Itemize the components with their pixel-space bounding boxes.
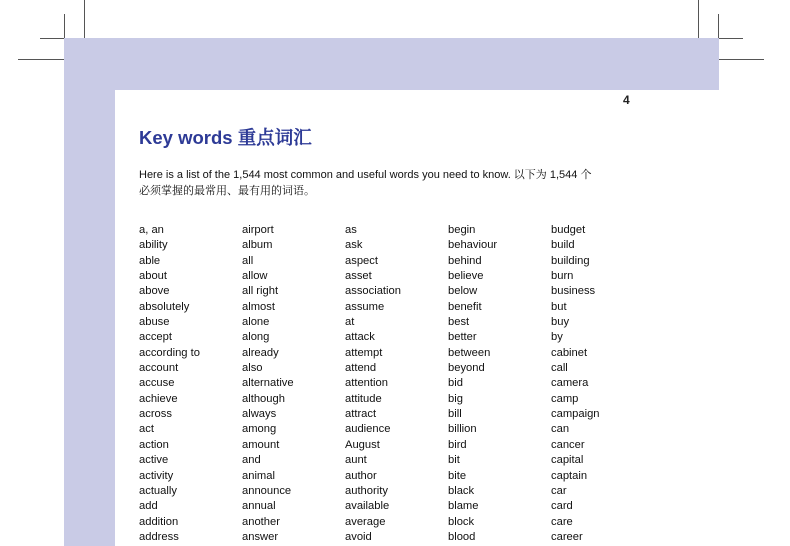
word-item: attempt xyxy=(345,346,383,359)
word-item: abuse xyxy=(139,316,170,329)
word-item: budget xyxy=(551,224,586,236)
crop-mark-top-right-short-vertical xyxy=(718,14,719,38)
word-item: active xyxy=(139,454,169,467)
word-item: all right xyxy=(242,285,279,298)
intro-paragraph xyxy=(139,167,639,199)
word-item: billion xyxy=(448,423,477,436)
word-item: along xyxy=(242,331,270,344)
word-item: better xyxy=(448,331,477,344)
word-item: capital xyxy=(551,454,584,467)
word-item: believe xyxy=(448,270,484,283)
document-page xyxy=(115,90,790,546)
word-item: ask xyxy=(345,239,363,252)
word-item: best xyxy=(448,316,470,329)
word-item: airport xyxy=(242,224,274,236)
word-item: building xyxy=(551,254,590,267)
page-title: Key words 重点词汇 xyxy=(139,127,312,148)
word-item: all xyxy=(242,254,254,267)
word-item: absolutely xyxy=(139,300,190,313)
word-item: address xyxy=(139,530,179,543)
word-column-3 xyxy=(345,223,401,545)
word-column-2 xyxy=(242,223,294,545)
word-item: already xyxy=(242,346,279,359)
crop-mark-top-left-short xyxy=(40,38,64,39)
word-item: association xyxy=(345,285,401,298)
page-number: 4 xyxy=(623,93,630,107)
word-item: assume xyxy=(345,300,385,313)
word-item: behaviour xyxy=(448,239,498,252)
word-item: black xyxy=(448,484,475,497)
word-item: across xyxy=(139,408,172,421)
word-item: alone xyxy=(242,316,270,329)
word-item: beyond xyxy=(448,362,485,375)
word-item: bird xyxy=(448,438,467,451)
word-item: alternative xyxy=(242,377,294,390)
word-item: bit xyxy=(448,454,460,467)
word-item: according to xyxy=(139,346,200,359)
word-item: business xyxy=(551,285,596,298)
word-item: accept xyxy=(139,331,172,344)
word-column-4 xyxy=(448,223,497,545)
word-item: addition xyxy=(139,515,179,528)
word-item: burn xyxy=(551,270,574,283)
word-item: activity xyxy=(139,469,174,482)
word-item: ability xyxy=(139,239,168,252)
word-item: can xyxy=(551,423,570,436)
word-item: audience xyxy=(345,423,391,436)
word-item: aunt xyxy=(345,454,367,467)
word-item: cabinet xyxy=(551,346,588,359)
word-item: attract xyxy=(345,408,377,421)
word-item: author xyxy=(345,469,377,482)
word-item: a, an xyxy=(139,224,164,236)
word-item: build xyxy=(551,239,575,252)
word-item: benefit xyxy=(448,300,482,313)
word-item: account xyxy=(139,362,179,375)
word-item: another xyxy=(242,515,280,528)
word-item: begin xyxy=(448,224,476,236)
word-item: among xyxy=(242,423,277,436)
word-item: care xyxy=(551,515,573,528)
word-item: accuse xyxy=(139,377,175,390)
word-item: attitude xyxy=(345,392,382,405)
word-item: blood xyxy=(448,530,476,543)
word-item: as xyxy=(345,224,357,236)
word-item: camera xyxy=(551,377,589,390)
word-item: between xyxy=(448,346,491,359)
word-item: animal xyxy=(242,469,275,482)
word-item: almost xyxy=(242,300,275,313)
word-item: by xyxy=(551,331,563,344)
word-item: action xyxy=(139,438,169,451)
word-item: card xyxy=(551,500,573,513)
word-item: but xyxy=(551,300,567,313)
crop-mark-top-right-short xyxy=(719,38,743,39)
word-column-1 xyxy=(139,223,200,545)
word-item: achieve xyxy=(139,392,178,405)
crop-mark-top-left-short-vertical xyxy=(64,14,65,38)
word-item: bid xyxy=(448,377,463,390)
word-item: attack xyxy=(345,331,375,344)
word-item: big xyxy=(448,392,463,405)
word-item: aspect xyxy=(345,254,378,267)
word-item: act xyxy=(139,423,154,436)
word-item: avoid xyxy=(345,530,372,543)
word-item: car xyxy=(551,484,567,497)
word-item: bill xyxy=(448,408,462,421)
word-item: allow xyxy=(242,270,268,283)
word-item: cancer xyxy=(551,438,585,451)
intro-line-2: 必须掌握的最常用、最有用的词语。 xyxy=(139,185,315,197)
word-item: buy xyxy=(551,316,570,329)
word-item: answer xyxy=(242,530,279,543)
word-column-5 xyxy=(551,223,600,545)
word-item: amount xyxy=(242,438,280,451)
word-item: always xyxy=(242,408,277,421)
word-item: bite xyxy=(448,469,467,482)
word-item: announce xyxy=(242,484,292,497)
word-item: about xyxy=(139,270,167,283)
word-item: above xyxy=(139,285,170,298)
word-item: below xyxy=(448,285,478,298)
intro-line-1: Here is a list of the 1,544 most common and useful words you need to know. 以下为 1,544 个 xyxy=(139,169,592,181)
word-item: behind xyxy=(448,254,482,267)
word-item: available xyxy=(345,500,390,513)
word-item: add xyxy=(139,500,158,513)
word-item: annual xyxy=(242,500,276,513)
word-item: actually xyxy=(139,484,177,497)
word-item: campaign xyxy=(551,408,600,421)
word-item: album xyxy=(242,239,273,252)
word-item: although xyxy=(242,392,285,405)
word-item: career xyxy=(551,530,583,543)
word-item: captain xyxy=(551,469,588,482)
word-item: average xyxy=(345,515,386,528)
word-item: August xyxy=(345,438,380,451)
word-item: attend xyxy=(345,362,377,375)
word-item: able xyxy=(139,254,161,267)
word-item: camp xyxy=(551,392,579,405)
word-item: blame xyxy=(448,500,479,513)
word-item: at xyxy=(345,316,355,329)
word-item: authority xyxy=(345,484,388,497)
word-item: block xyxy=(448,515,475,528)
word-item: also xyxy=(242,362,263,375)
word-item: and xyxy=(242,454,261,467)
word-item: call xyxy=(551,362,568,375)
word-item: asset xyxy=(345,270,372,283)
word-item: attention xyxy=(345,377,388,390)
